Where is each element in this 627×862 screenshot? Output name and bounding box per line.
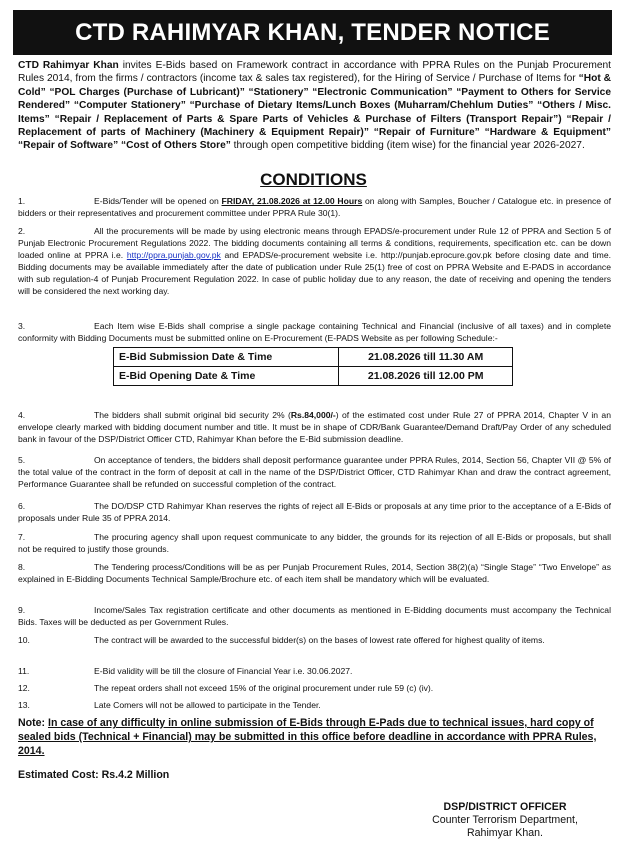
signature-title: DSP/DISTRICT OFFICER [443, 801, 567, 813]
bid-security-amount: Rs.84,000/- [290, 410, 336, 420]
condition-2: 2. All the procurements will be made by using electronic means through EPADS/e-procurement under Rule 12 of PPRA and Section 5 of Punjab Electronic Procurement Regulations 2022. The bidding documents containing all terms & conditions, requirements, specification etc. can be down loaded online at PPRA i.e. http://ppra.punjab.gov.pk and EPADS/e-procurement website i.e. http://punjab.eprocure.gov.pk before closing date and time. Bidding documents may be available immediately after the date of publication under Rule 25(1) free of cost on PPRA Website and E-PADS in accordance with sub regulation-4 of Punjab Procurement Regulation 2022. In case of public holiday due to any reason, the date of receiving and opening the tenders will be considered the next working day. [18, 226, 611, 296]
schedule-label: E-Bid Submission Date & Time [114, 348, 339, 367]
intro-text: invites E-Bids based on Framework contract in accordance with PPRA Rules on the Punjab Procurement Rules 2014, from the firms / contractors (income tax & sales tax registered), for the Hiring of Service / Purchase of Items for [18, 60, 611, 85]
condition-12: 12. The repeat orders shall not exceed 15% of the original procurement under rule 59 (c) (iv). [18, 683, 434, 693]
condition-1: 1. E-Bids/Tender will be opened on FRIDAY, 21.08.2026 at 12.00 Hours on along with Samples, Boucher / Catalogue etc. in presence of bidders or their representatives and procurement committee under PPRA Rule 30(1). [18, 196, 611, 218]
schedule-value: 21.08.2026 till 11.30 AM [339, 348, 513, 367]
signature-department: Counter Terrorism Department, [432, 814, 578, 826]
schedule-row [114, 348, 513, 367]
condition-4: 4. The bidders shall submit original bid security 2% (Rs.84,000/-) of the estimated cost under Rule 27 of PPRA 2014, Chapter V in an envelope clearly marked with bidding document number and title. It must be in shape of CDR/Bank Guarantee/Demand Draft/Pay Order of any scheduled bank in favour of the DSP/District Officer CTD, Rahimyar Khan before the E-Bid submission deadline. [18, 410, 611, 444]
note-text: In case of any difficulty in online submission of E-Bids through E-Pads due to technical issues, hard copy of sealed bids (Technical + Financial) may be submitted in this office before deadline in accordance with PPRA Rules, 2014. [18, 717, 597, 757]
condition-10: 10. The contract will be awarded to the successful bidder(s) on the bases of lowest rate offered for highest quality of items. [18, 635, 545, 645]
signature-city: Rahimyar Khan. [467, 827, 543, 839]
condition-11: 11. E-Bid validity will be till the closure of Financial Year i.e. 30.06.2027. [18, 666, 353, 676]
condition-8: 8. The Tendering process/Conditions will be as per Punjab Procurement Rules, 2014, Section 38(2)(a) “Single Stage” “Two Envelope” as explained in E-Bidding Documents Technical Sample/Brochure etc. of each item shall be mandatory which will be evaluated. [18, 562, 611, 584]
condition-6: 6. The DO/DSP CTD Rahimyar Khan reserves the rights of reject all E-Bids or proposals at any time prior to the acceptance of a E-Bids of proposals under Rule 35 of PPRA 2014. [18, 501, 611, 523]
note-paragraph [18, 716, 611, 758]
condition-3: 3. Each Item wise E-Bids shall comprise a single package containing Technical and Financial (inclusive of all taxes) and in complete conformity with Bidding Documents must be submitted online on E-Procurement (E-PADS Website as per following Schedule:- [18, 321, 611, 343]
note-label: Note: [18, 717, 49, 729]
intro-items: “Hot & Cold” “POL Charges (Purchase of Lubricant)” “Stationery” “Electronic Communication” “Payment to Others for Service Rendered” “Computer Stationery” “Purchase of Dietary Items/Lunch Boxes (Muharram/Chehlum Duties” “Others / Misc. Items” “Repair / Replacement of Parts & Spare Parts of Vehicles & Purchase of Filters (Transport Repair”) “Repair / Replacement of parts of Machinery (Machinery & Equipment Repair)” “Repair of Furniture” “Hardware & Equipment” “Repair of Software” “Cost of Others Store” [18, 73, 611, 152]
schedule-label: E-Bid Opening Date & Time [114, 367, 339, 386]
opening-date: FRIDAY, 21.08.2026 at 12.00 Hours [221, 196, 363, 206]
signature-block [390, 801, 620, 840]
schedule-row [114, 367, 513, 386]
schedule-value: 21.08.2026 till 12.00 PM [339, 367, 513, 386]
condition-5: 5. On acceptance of tenders, the bidders shall deposit performance guarantee under PPRA Rules, 2014, Section 56, Chapter VII @ 5% of the total value of the contract in the form of deposit at call in the name of the DSP/District Officer, CTD Rahimyar Khan and draw the contract agreement, Performance Guarantee shall be refunded on successful completion of the contract. [18, 455, 611, 489]
schedule-table [113, 347, 513, 386]
estimated-cost: Estimated Cost: Rs.4.2 Million [18, 769, 170, 781]
intro-org: CTD Rahimyar Khan [18, 60, 119, 71]
conditions-heading: CONDITIONS [260, 170, 367, 189]
ppra-link[interactable]: http://ppra.punjab.gov.pk [126, 250, 221, 260]
condition-7: 7. The procuring agency shall upon request communicate to any bidder, the grounds for its rejection of all E-Bids or proposals, but shall not be required to justify those grounds. [18, 532, 611, 554]
intro-tail: through open competitive bidding (item wise) for the financial year 2026-2027. [230, 140, 585, 152]
intro-paragraph [18, 59, 611, 153]
condition-13: 13. Late Comers will not be allowed to participate in the Tender. [18, 700, 321, 710]
condition-9: 9. Income/Sales Tax registration certificate and other documents as mentioned in E-Bidding documents must accompany the Technical Bids. Taxes will be deducted as per Government Rules. [18, 605, 611, 627]
notice-title: CTD RAHIMYAR KHAN, TENDER NOTICE [13, 10, 612, 55]
